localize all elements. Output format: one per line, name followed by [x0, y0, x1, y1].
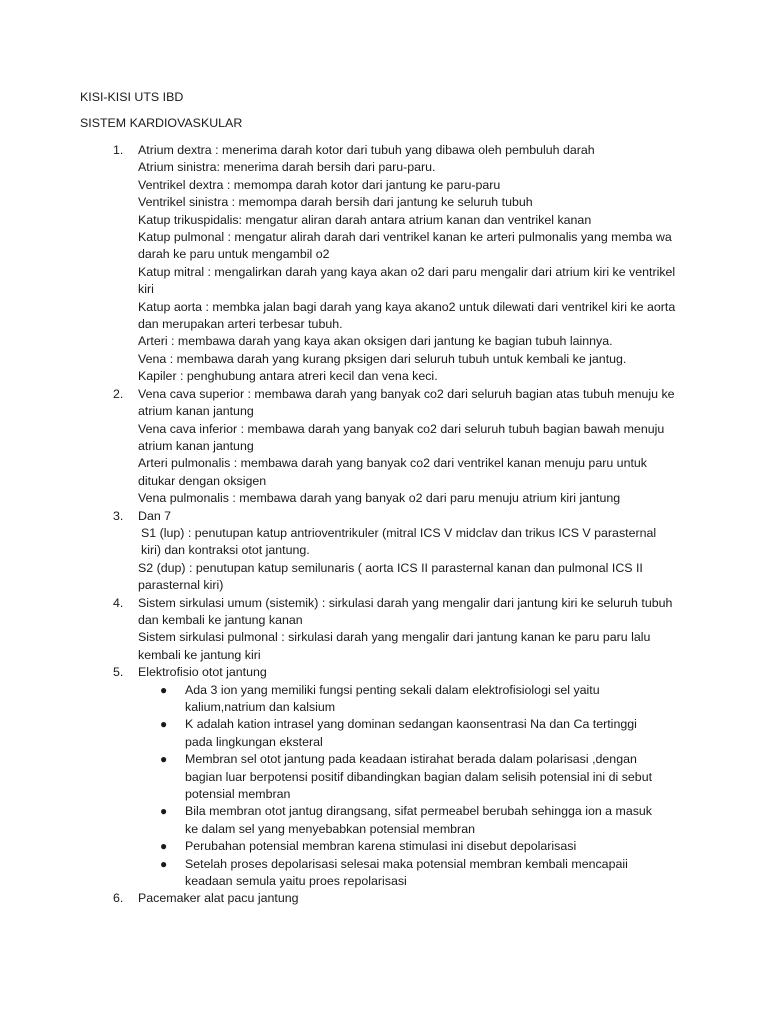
bullet-dot-icon: ● [160, 839, 168, 854]
item-line: Vena cava superior : membawa darah yang banyak co2 dari seluruh bagian atas tubuh menuju ke atrium kanan jantung [138, 386, 675, 419]
list-number: 1. [113, 143, 124, 157]
item-line: Elektrofisio otot jantung [138, 665, 267, 680]
item-line: Katup aorta : membka jalan bagi darah yang kaya akano2 untuk dilewati dari ventrikel kiri ke aorta dan merupakan arteri terbesar tubuh. [138, 299, 676, 332]
item-line: Kapiler : penghubung antara atreri kecil dan vena keci. [138, 369, 438, 384]
list-item [0, 142, 678, 386]
item-line: Vena pulmonalis : membawa darah yang banyak o2 dari paru menuju atrium kiri jantung [138, 491, 621, 506]
section-title: SISTEM KARDIOVASKULAR [80, 116, 243, 130]
item-line: Vena cava inferior : membawa darah yang banyak co2 dari seluruh tubuh bagian bawah menuju atrium kanan jantung [138, 421, 665, 453]
list-item [0, 386, 678, 508]
item-line: S2 (dup) : penutupan katup semilunaris ( aorta ICS II parasternal kanan dan pulmonal ICS II parasternal kiri) [138, 560, 643, 593]
list-item [0, 595, 678, 665]
bullet-dot-icon: ● [160, 717, 168, 732]
item-line: Arteri pulmonalis : membawa darah yang banyak co2 dari ventrikel kanan menuju paru untuk ditukar dengan oksigen [138, 456, 647, 488]
numbered-list [0, 142, 768, 908]
bullet-dot-icon: ● [160, 804, 168, 819]
bullet-item [138, 803, 657, 838]
list-item [0, 508, 678, 595]
bullet-list [138, 682, 678, 891]
item-line: Arteri : membawa darah yang kaya akan oksigen dari jantung ke bagian tubuh lainnya. [138, 334, 613, 349]
bullet-text: K adalah kation intrasel yang dominan sedangan kaonsentrasi Na dan Ca tertinggi pada lingkungan eksteral [185, 717, 637, 749]
bullet-item [138, 856, 657, 891]
bullet-item [138, 838, 657, 855]
list-number: 4. [113, 595, 124, 610]
item-line: Vena : membawa darah yang kurang pksigen dari seluruh tubuh untuk kembali ke jantug. [138, 351, 627, 366]
item-line: S1 (lup) : penutupan katup antrioventrikuler (mitral ICS V midclav dan trikus ICS V parasternal kiri) dan kontraksi otot jantung. [141, 525, 657, 558]
bullet-text: Perubahan potensial membran karena stimulasi ini disebut depolarisasi [185, 839, 577, 854]
bullet-item [138, 716, 657, 751]
item-line: Ventrikel dextra : memompa darah kotor dari jantung ke paru-paru [138, 177, 501, 192]
item-line: Katup mitral : mengalirkan darah yang kaya akan o2 dari paru mengalir dari atrium kiri ke ventrikel kiri [138, 264, 676, 297]
bullet-text: Ada 3 ion yang memiliki fungsi penting sekali dalam elektrofisiologi sel yaitu kalium,natrium dan kalsium [185, 682, 600, 714]
item-line: Pacemaker alat pacu jantung [138, 891, 299, 906]
bullet-dot-icon: ● [160, 856, 168, 871]
bullet-text: Bila membran otot jantug dirangsang, sifat permeabel berubah sehingga ion a masuk ke dalam sel yang menyebabkan potensial membran [185, 804, 653, 836]
list-item [0, 664, 678, 890]
bullet-text: Setelah proses depolarisasi selesai maka potensial membran kembali mencapaii keadaan semula yaitu proes repolarisasi [185, 856, 628, 889]
item-line: Dan 7 [138, 508, 172, 523]
list-number: 6. [113, 891, 124, 906]
item-line: Ventrikel sinistra : memompa darah bersih dari jantung ke seluruh tubuh [138, 195, 533, 210]
bullet-text: Membran sel otot jantung pada keadaan istirahat berada dalam polarisasi ,dengan bagian luar berpotensi positif dibandingkan bagian dalam selisih potensial ini di sebut potensial membran [185, 752, 653, 802]
bullet-dot-icon: ● [160, 682, 168, 697]
list-number: 2. [113, 386, 124, 401]
list-item [0, 890, 678, 907]
bullet-item [138, 751, 657, 803]
bullet-dot-icon: ● [160, 752, 168, 767]
item-line: Sistem sirkulasi umum (sistemik) : sirkulasi darah yang mengalir dari jantung kiri ke seluruh tubuh dan kembali ke jantung kanan [138, 595, 673, 627]
item-line: Katup trikuspidalis: mengatur aliran darah antara atrium kanan dan ventrikel kanan [138, 212, 592, 227]
list-number: 5. [113, 665, 124, 680]
item-line: Atrium dextra : menerima darah kotor dari tubuh yang dibawa oleh pembuluh darah [138, 143, 595, 157]
item-line: Sistem sirkulasi pulmonal : sirkulasi darah yang mengalir dari jantung kanan ke paru paru lalu kembali ke jantung kiri [138, 630, 651, 662]
item-line: Atrium sinistra: menerima darah bersih dari paru-paru. [138, 160, 436, 175]
list-number: 3. [113, 508, 124, 523]
item-line: Katup pulmonal : mengatur alirah darah dari ventrikel kanan ke arteri pulmonalis yang memba wa darah ke paru untuk mengambil o2 [138, 230, 672, 262]
document-title: KISI-KISI UTS IBD [80, 90, 184, 104]
bullet-item [138, 682, 657, 717]
